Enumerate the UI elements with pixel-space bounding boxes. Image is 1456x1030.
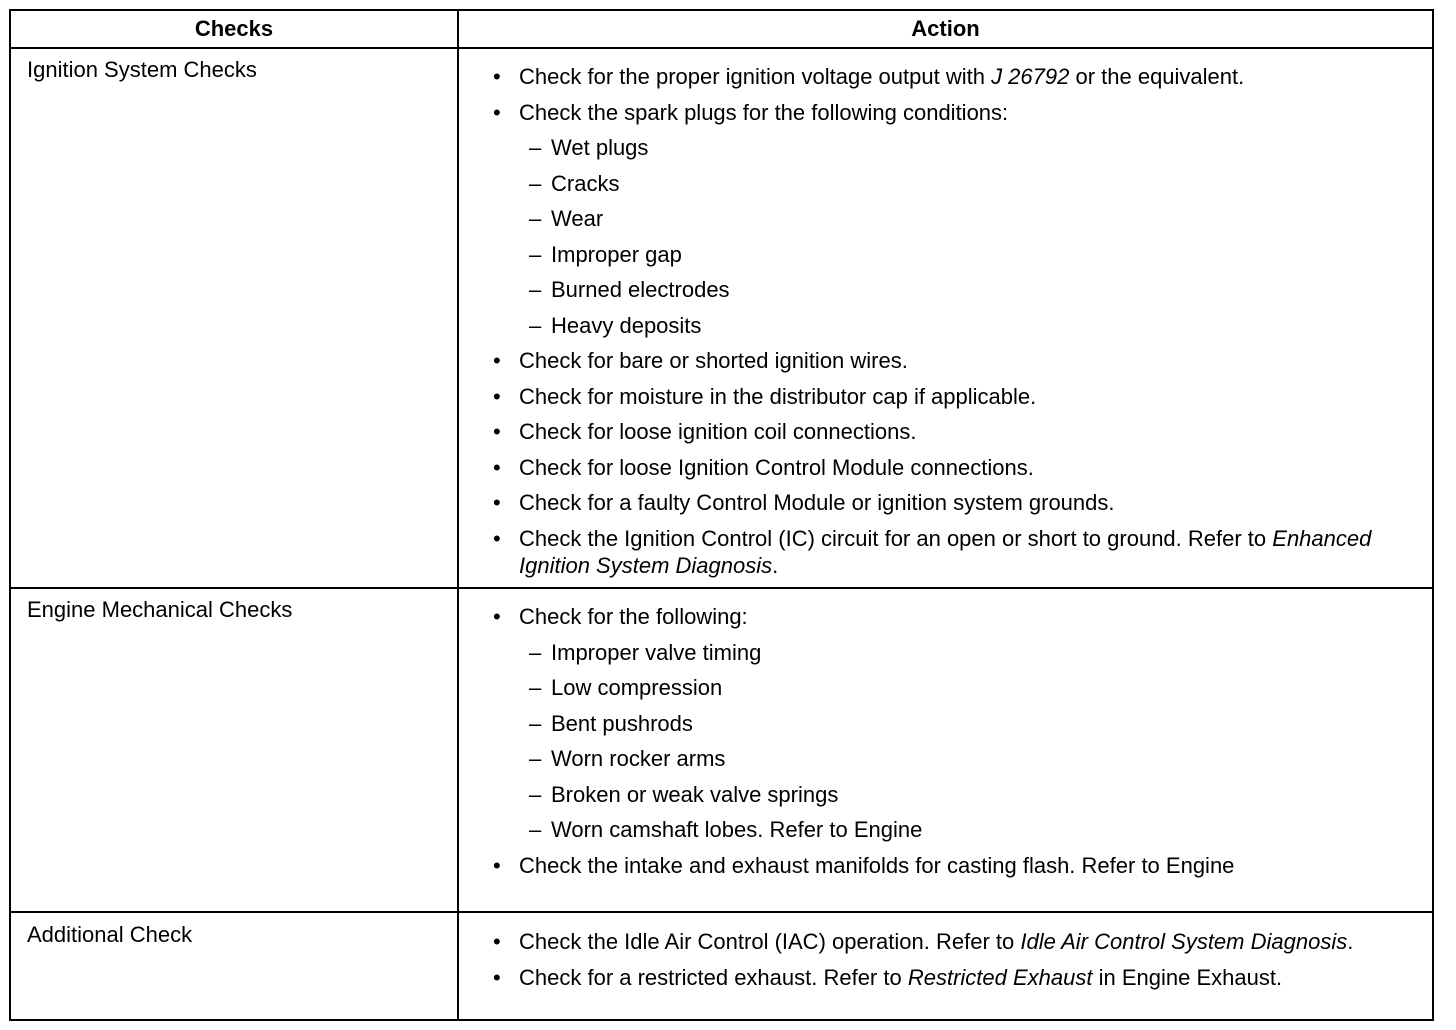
sub-item-text: Burned electrodes	[551, 277, 730, 302]
sub-item-text: Improper valve timing	[551, 639, 762, 665]
action-text: Check the Idle Air Control (IAC) operation. Refer to	[519, 929, 1021, 954]
action-item	[493, 418, 1413, 445]
action-item	[493, 928, 1413, 955]
column-header-action: Action	[911, 16, 980, 41]
bullet-marker: •	[493, 99, 501, 125]
bullet-marker: •	[493, 964, 501, 990]
sub-item-text: Broken or weak valve springs	[551, 781, 839, 807]
column-header-checks: Checks	[194, 16, 274, 41]
action-item	[493, 852, 1413, 879]
bullet-marker: •	[493, 454, 501, 480]
action-item	[493, 63, 1413, 90]
action-text: or the equivalent.	[1069, 64, 1245, 89]
bullet-marker: •	[493, 929, 501, 954]
action-text: Check for a faulty Control Module or ignition system grounds.	[519, 490, 1115, 515]
sub-item-text: Wear	[551, 206, 604, 231]
action-text: Check for a restricted exhaust. Refer to	[519, 964, 908, 990]
action-text: .	[772, 552, 779, 578]
dash-marker: –	[529, 312, 542, 338]
action-sub-item	[493, 710, 1413, 737]
reference-title: Enhanced Ignition System Diagnosis	[519, 525, 1372, 578]
action-item	[493, 525, 1413, 579]
dash-marker: –	[529, 170, 542, 196]
dash-marker: –	[529, 241, 542, 267]
action-sub-item	[493, 639, 1413, 666]
row-divider	[11, 911, 1432, 913]
action-item	[493, 99, 1413, 126]
reference-title: Idle Air Control System Diagnosis	[1020, 929, 1348, 954]
action-sub-item	[493, 674, 1413, 701]
action-sub-item	[493, 241, 1413, 268]
action-item	[493, 454, 1413, 481]
dash-marker: –	[529, 746, 542, 771]
row-divider	[11, 587, 1432, 589]
dash-marker: –	[529, 817, 542, 842]
action-item	[493, 489, 1413, 516]
action-item	[493, 383, 1413, 410]
dash-marker: –	[529, 135, 542, 160]
action-sub-item	[493, 745, 1413, 772]
bullet-marker: •	[493, 525, 501, 551]
action-text: Check for moisture in the distributor cap if applicable.	[519, 383, 1037, 409]
sub-item-text: Low compression	[551, 675, 723, 700]
bullet-marker: •	[493, 490, 501, 515]
bullet-marker: •	[493, 604, 501, 629]
action-text: Check the spark plugs for the following conditions:	[519, 99, 1009, 125]
check-label-ignition: Ignition System Checks	[27, 57, 257, 82]
bullet-marker: •	[493, 419, 501, 444]
dash-marker: –	[529, 277, 542, 302]
check-label-additional: Additional Check	[27, 922, 193, 947]
header-divider	[11, 47, 1432, 49]
dash-marker: –	[529, 710, 542, 736]
action-sub-item	[493, 312, 1413, 339]
action-item	[493, 964, 1413, 991]
action-text: Check for the following:	[519, 604, 748, 629]
action-text: .	[1347, 929, 1354, 954]
action-text: Check for loose ignition coil connections.	[519, 419, 917, 444]
action-list-ignition	[493, 63, 1413, 587]
action-item	[493, 347, 1413, 374]
checks-table	[9, 9, 1434, 1021]
sub-item-text: Heavy deposits	[551, 312, 702, 338]
action-sub-item	[493, 276, 1413, 303]
dash-marker: –	[529, 206, 542, 231]
action-sub-item	[493, 816, 1413, 843]
dash-marker: –	[529, 781, 542, 807]
sub-item-text: Improper gap	[551, 241, 682, 267]
bullet-marker: •	[493, 64, 501, 89]
action-list-additional	[493, 928, 1413, 999]
sub-item-text: Wet plugs	[551, 135, 649, 160]
dash-marker: –	[529, 639, 542, 665]
reference-title: J 26792	[991, 64, 1070, 89]
sub-item-text: Bent pushrods	[551, 710, 693, 736]
sub-item-text: Worn rocker arms	[551, 746, 726, 771]
action-sub-item	[493, 205, 1413, 232]
reference-title: Restricted Exhaust	[907, 964, 1093, 990]
action-item	[493, 603, 1413, 630]
action-list-engine-mechanical	[493, 603, 1413, 887]
bullet-marker: •	[493, 383, 501, 409]
action-text: Check for the proper ignition voltage output with	[519, 64, 992, 89]
action-text: Check the intake and exhaust manifolds for casting flash. Refer to Engine	[519, 852, 1235, 878]
check-label-engine-mechanical: Engine Mechanical Checks	[27, 597, 293, 622]
bullet-marker: •	[493, 348, 501, 373]
action-sub-item	[493, 170, 1413, 197]
action-text: Check for loose Ignition Control Module connections.	[519, 454, 1034, 480]
action-text: Check the Ignition Control (IC) circuit for an open or short to ground. Refer to	[519, 525, 1273, 551]
action-sub-item	[493, 781, 1413, 808]
bullet-marker: •	[493, 852, 501, 878]
sub-item-text: Cracks	[551, 170, 620, 196]
action-text: Check for bare or shorted ignition wires.	[519, 348, 908, 373]
action-text: in Engine Exhaust.	[1092, 964, 1283, 990]
action-sub-item	[493, 134, 1413, 161]
dash-marker: –	[529, 675, 542, 700]
column-divider	[457, 11, 459, 1019]
sub-item-text: Worn camshaft lobes. Refer to Engine	[551, 817, 923, 842]
